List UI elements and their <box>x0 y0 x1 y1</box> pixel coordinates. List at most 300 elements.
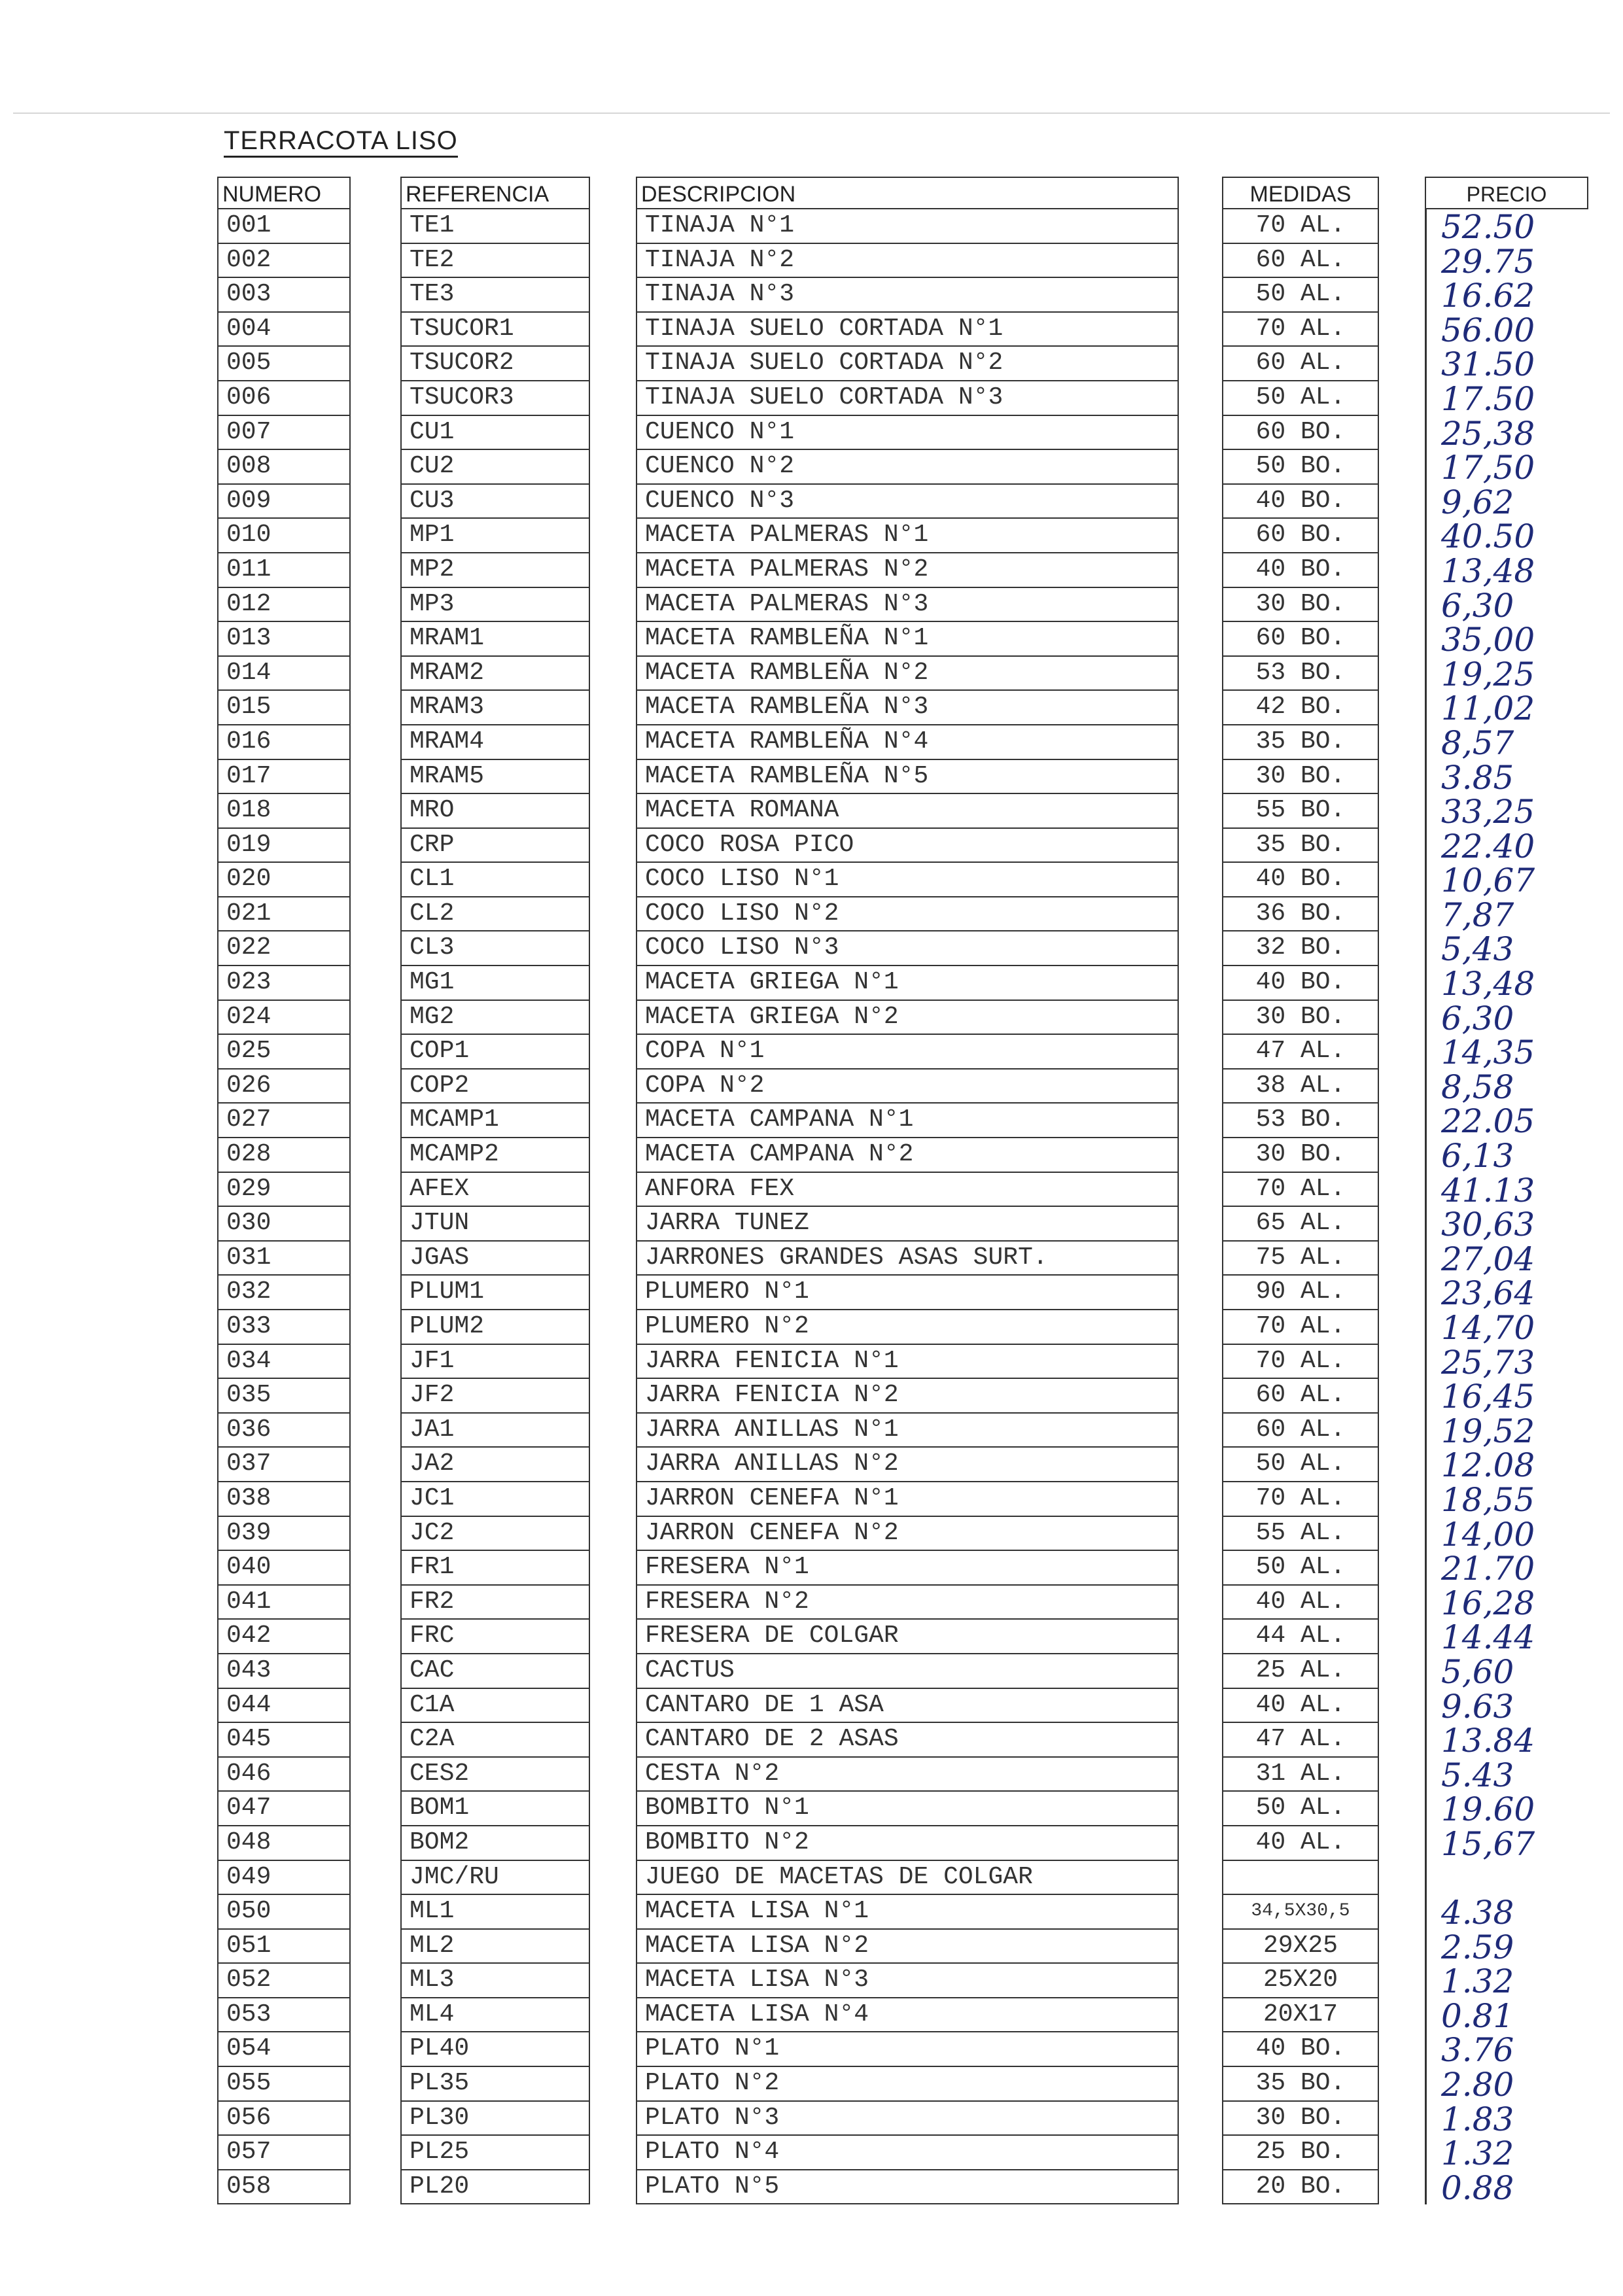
numero-cell: 049 <box>217 1861 351 1896</box>
precio-handwritten-cell: 14,70 <box>1425 1310 1588 1345</box>
medidas-cell: 30 BO. <box>1222 1138 1379 1173</box>
descripcion-cell: MACETA LISA N°3 <box>636 1964 1179 1998</box>
precio-handwritten-cell: 13,48 <box>1425 966 1588 1001</box>
descripcion-cell: BOMBITO N°1 <box>636 1792 1179 1826</box>
descripcion-cell: JARRON CENEFA N°1 <box>636 1482 1179 1517</box>
descripcion-cell: JARRA TUNEZ <box>636 1207 1179 1242</box>
referencia-cell: MRAM1 <box>400 622 590 657</box>
numero-cell: 034 <box>217 1345 351 1380</box>
descripcion-cell: MACETA RAMBLEÑA N°5 <box>636 760 1179 795</box>
medidas-cell: 50 AL. <box>1222 1551 1379 1586</box>
medidas-cell: 60 BO. <box>1222 416 1379 451</box>
numero-cell: 052 <box>217 1964 351 1998</box>
numero-cell: 051 <box>217 1930 351 1964</box>
precio-column <box>1425 177 1588 2204</box>
descripcion-cell: TINAJA N°3 <box>636 278 1179 313</box>
medidas-cell: 60 BO. <box>1222 519 1379 553</box>
medidas-cell: 60 AL. <box>1222 244 1379 279</box>
referencia-cell: ML1 <box>400 1895 590 1930</box>
medidas-cell: 30 BO. <box>1222 2102 1379 2136</box>
medidas-cell: 70 AL. <box>1222 1482 1379 1517</box>
descripcion-cell: MACETA PALMERAS N°1 <box>636 519 1179 553</box>
numero-cell: 046 <box>217 1758 351 1792</box>
referencia-cell: AFEX <box>400 1173 590 1208</box>
descripcion-cell: MACETA RAMBLEÑA N°4 <box>636 725 1179 760</box>
precio-handwritten-cell: 25,73 <box>1425 1345 1588 1380</box>
numero-cell: 025 <box>217 1035 351 1070</box>
precio-handwritten-cell: 13.84 <box>1425 1723 1588 1758</box>
medidas-cell: 70 AL. <box>1222 209 1379 244</box>
referencia-cell: CU2 <box>400 450 590 485</box>
referencia-column <box>400 177 590 2204</box>
referencia-cell: MRAM2 <box>400 657 590 691</box>
numero-cell: 013 <box>217 622 351 657</box>
precio-handwritten-cell: 19,25 <box>1425 657 1588 691</box>
referencia-cell: C2A <box>400 1723 590 1758</box>
medidas-cell: 32 BO. <box>1222 931 1379 966</box>
page-title: TERRACOTA LISO <box>224 126 458 158</box>
referencia-cell: MP2 <box>400 553 590 588</box>
medidas-cell: 70 AL. <box>1222 1345 1379 1380</box>
medidas-cell: 40 AL. <box>1222 1826 1379 1861</box>
precio-handwritten-cell: 1.32 <box>1425 1964 1588 1998</box>
precio-handwritten-cell: 6,30 <box>1425 588 1588 623</box>
medidas-cell: 40 AL. <box>1222 1586 1379 1620</box>
descripcion-cell: MACETA GRIEGA N°1 <box>636 966 1179 1001</box>
precio-handwritten-cell: 25,38 <box>1425 416 1588 451</box>
descripcion-cell: PLATO N°1 <box>636 2032 1179 2067</box>
referencia-cell: JA1 <box>400 1414 590 1448</box>
referencia-cell: ML4 <box>400 1998 590 2033</box>
medidas-cell: 40 BO. <box>1222 863 1379 897</box>
numero-cell: 024 <box>217 1001 351 1035</box>
medidas-cell: 50 AL. <box>1222 278 1379 313</box>
precio-handwritten-cell: 3.76 <box>1425 2032 1588 2067</box>
medidas-cell: 90 AL. <box>1222 1276 1379 1310</box>
numero-cell: 036 <box>217 1414 351 1448</box>
numero-cell: 011 <box>217 553 351 588</box>
numero-cell: 035 <box>217 1379 351 1414</box>
precio-handwritten-cell: 4.38 <box>1425 1895 1588 1930</box>
medidas-cell <box>1222 1861 1379 1896</box>
referencia-cell: TSUCOR1 <box>400 313 590 347</box>
referencia-cell: PL30 <box>400 2102 590 2136</box>
referencia-cell: JC1 <box>400 1482 590 1517</box>
numero-cell: 017 <box>217 760 351 795</box>
numero-cell: 002 <box>217 244 351 279</box>
medidas-cell: 40 AL. <box>1222 1689 1379 1724</box>
precio-handwritten-cell: 10,67 <box>1425 863 1588 897</box>
medidas-cell: 60 AL. <box>1222 347 1379 381</box>
descripcion-cell: COCO LISO N°3 <box>636 931 1179 966</box>
precio-handwritten-cell: 33,25 <box>1425 794 1588 829</box>
medidas-cell: 34,5X30,5 <box>1222 1895 1379 1930</box>
descripcion-cell: MACETA PALMERAS N°3 <box>636 588 1179 623</box>
precio-handwritten-cell: 15,67 <box>1425 1826 1588 1861</box>
medidas-cell: 47 AL. <box>1222 1723 1379 1758</box>
referencia-cell: BOM1 <box>400 1792 590 1826</box>
numero-cell: 044 <box>217 1689 351 1724</box>
descripcion-cell: TINAJA SUELO CORTADA N°3 <box>636 381 1179 416</box>
referencia-cell: ML2 <box>400 1930 590 1964</box>
descripcion-cell: MACETA LISA N°4 <box>636 1998 1179 2033</box>
medidas-cell: 20X17 <box>1222 1998 1379 2033</box>
descripcion-cell: BOMBITO N°2 <box>636 1826 1179 1861</box>
descripcion-cell: CANTARO DE 1 ASA <box>636 1689 1179 1724</box>
medidas-cell: 47 AL. <box>1222 1035 1379 1070</box>
precio-handwritten-cell: 29.75 <box>1425 244 1588 279</box>
referencia-cell: CES2 <box>400 1758 590 1792</box>
referencia-cell: MRO <box>400 794 590 829</box>
precio-handwritten-cell: 21.70 <box>1425 1551 1588 1586</box>
descripcion-cell: TINAJA N°1 <box>636 209 1179 244</box>
numero-cell: 014 <box>217 657 351 691</box>
precio-handwritten-cell: 1.83 <box>1425 2102 1588 2136</box>
referencia-cell: CL2 <box>400 897 590 932</box>
numero-cell: 045 <box>217 1723 351 1758</box>
medidas-cell: 50 AL. <box>1222 1448 1379 1482</box>
medidas-cell: 31 AL. <box>1222 1758 1379 1792</box>
numero-cell: 012 <box>217 588 351 623</box>
descripcion-cell: MACETA PALMERAS N°2 <box>636 553 1179 588</box>
descripcion-cell: PLATO N°4 <box>636 2136 1179 2170</box>
medidas-cell: 40 BO. <box>1222 485 1379 519</box>
medidas-cell: 75 AL. <box>1222 1242 1379 1276</box>
numero-cell: 010 <box>217 519 351 553</box>
numero-cell: 019 <box>217 829 351 863</box>
precio-handwritten-cell: 17.50 <box>1425 381 1588 416</box>
referencia-cell: JGAS <box>400 1242 590 1276</box>
numero-cell: 028 <box>217 1138 351 1173</box>
numero-cell: 032 <box>217 1276 351 1310</box>
numero-cell: 022 <box>217 931 351 966</box>
precio-handwritten-cell: 6,13 <box>1425 1138 1588 1173</box>
precio-handwritten-cell: 22.05 <box>1425 1104 1588 1138</box>
precio-handwritten-cell: 41.13 <box>1425 1173 1588 1208</box>
numero-cell: 050 <box>217 1895 351 1930</box>
medidas-cell: 65 AL. <box>1222 1207 1379 1242</box>
descripcion-cell: MACETA LISA N°1 <box>636 1895 1179 1930</box>
descripcion-cell: FRESERA N°2 <box>636 1586 1179 1620</box>
referencia-cell: FR2 <box>400 1586 590 1620</box>
medidas-cell: 70 AL. <box>1222 1173 1379 1208</box>
precio-handwritten-cell: 30,63 <box>1425 1207 1588 1242</box>
precio-handwritten-cell: 0.88 <box>1425 2170 1588 2205</box>
descripcion-cell: JUEGO DE MACETAS DE COLGAR <box>636 1861 1179 1896</box>
referencia-cell: MCAMP1 <box>400 1104 590 1138</box>
referencia-cell: COP2 <box>400 1070 590 1104</box>
numero-cell: 009 <box>217 485 351 519</box>
scan-top-edge-line <box>13 113 1610 114</box>
referencia-cell: TE1 <box>400 209 590 244</box>
numero-cell: 015 <box>217 691 351 725</box>
descripcion-cell: FRESERA DE COLGAR <box>636 1620 1179 1654</box>
medidas-cell: 35 BO. <box>1222 829 1379 863</box>
numero-cell: 026 <box>217 1070 351 1104</box>
numero-header: NUMERO <box>217 177 351 209</box>
medidas-cell: 70 AL. <box>1222 313 1379 347</box>
descripcion-cell: MACETA RAMBLEÑA N°2 <box>636 657 1179 691</box>
numero-cell: 004 <box>217 313 351 347</box>
descripcion-cell: MACETA CAMPANA N°2 <box>636 1138 1179 1173</box>
descripcion-cell: MACETA CAMPANA N°1 <box>636 1104 1179 1138</box>
descripcion-cell: JARRA ANILLAS N°2 <box>636 1448 1179 1482</box>
precio-handwritten-cell: 27,04 <box>1425 1242 1588 1276</box>
medidas-header: MEDIDAS <box>1222 177 1379 209</box>
numero-cell: 053 <box>217 1998 351 2033</box>
medidas-cell: 42 BO. <box>1222 691 1379 725</box>
medidas-cell: 40 BO. <box>1222 553 1379 588</box>
descripcion-cell: COPA N°1 <box>636 1035 1179 1070</box>
referencia-cell: PL40 <box>400 2032 590 2067</box>
numero-cell: 057 <box>217 2136 351 2170</box>
numero-cell: 039 <box>217 1517 351 1552</box>
referencia-cell: MP1 <box>400 519 590 553</box>
medidas-cell: 50 AL. <box>1222 1792 1379 1826</box>
medidas-cell: 53 BO. <box>1222 1104 1379 1138</box>
referencia-cell: PL25 <box>400 2136 590 2170</box>
medidas-cell: 36 BO. <box>1222 897 1379 932</box>
medidas-cell: 35 BO. <box>1222 725 1379 760</box>
medidas-cell: 55 AL. <box>1222 1517 1379 1552</box>
referencia-cell: BOM2 <box>400 1826 590 1861</box>
descripcion-cell: PLATO N°5 <box>636 2170 1179 2205</box>
referencia-cell: JF1 <box>400 1345 590 1380</box>
precio-handwritten-cell: 5.43 <box>1425 1758 1588 1792</box>
referencia-cell: MRAM4 <box>400 725 590 760</box>
medidas-cell: 60 BO. <box>1222 622 1379 657</box>
precio-handwritten-cell: 16.62 <box>1425 278 1588 313</box>
precio-handwritten-cell: 0.81 <box>1425 1998 1588 2033</box>
referencia-cell: JMC/RU <box>400 1861 590 1896</box>
precio-handwritten-cell: 12.08 <box>1425 1448 1588 1482</box>
descripcion-cell: COCO ROSA PICO <box>636 829 1179 863</box>
numero-cell: 029 <box>217 1173 351 1208</box>
referencia-cell: CL3 <box>400 931 590 966</box>
referencia-cell: MG1 <box>400 966 590 1001</box>
descripcion-cell: CANTARO DE 2 ASAS <box>636 1723 1179 1758</box>
precio-handwritten-cell: 11,02 <box>1425 691 1588 725</box>
precio-handwritten-cell: 3.85 <box>1425 760 1588 795</box>
numero-cell: 043 <box>217 1654 351 1689</box>
referencia-cell: FR1 <box>400 1551 590 1586</box>
precio-handwritten-cell: 9,62 <box>1425 485 1588 519</box>
referencia-cell: PLUM1 <box>400 1276 590 1310</box>
numero-cell: 006 <box>217 381 351 416</box>
referencia-cell: TSUCOR2 <box>400 347 590 381</box>
descripcion-cell: MACETA RAMBLEÑA N°1 <box>636 622 1179 657</box>
numero-cell: 031 <box>217 1242 351 1276</box>
referencia-cell: MRAM5 <box>400 760 590 795</box>
precio-handwritten-cell: 19.60 <box>1425 1792 1588 1826</box>
descripcion-cell: PLUMERO N°1 <box>636 1276 1179 1310</box>
descripcion-cell: PLUMERO N°2 <box>636 1310 1179 1345</box>
referencia-cell: CU3 <box>400 485 590 519</box>
medidas-cell: 44 AL. <box>1222 1620 1379 1654</box>
medidas-column <box>1222 177 1379 2204</box>
precio-handwritten-cell: 19,52 <box>1425 1414 1588 1448</box>
referencia-cell: MG2 <box>400 1001 590 1035</box>
descripcion-cell: MACETA ROMANA <box>636 794 1179 829</box>
descripcion-cell: PLATO N°3 <box>636 2102 1179 2136</box>
descripcion-cell: TINAJA SUELO CORTADA N°2 <box>636 347 1179 381</box>
numero-cell: 041 <box>217 1586 351 1620</box>
medidas-cell: 25 AL. <box>1222 1654 1379 1689</box>
precio-handwritten-cell: 1.32 <box>1425 2136 1588 2170</box>
precio-handwritten-cell: 52.50 <box>1425 209 1588 244</box>
descripcion-cell: COPA N°2 <box>636 1070 1179 1104</box>
precio-header: PRECIO <box>1425 177 1588 209</box>
precio-handwritten-cell: 40.50 <box>1425 519 1588 553</box>
descripcion-cell: TINAJA SUELO CORTADA N°1 <box>636 313 1179 347</box>
numero-cell: 005 <box>217 347 351 381</box>
numero-cell: 040 <box>217 1551 351 1586</box>
precio-handwritten-cell <box>1425 1861 1588 1896</box>
medidas-cell: 25X20 <box>1222 1964 1379 1998</box>
numero-cell: 056 <box>217 2102 351 2136</box>
numero-cell: 047 <box>217 1792 351 1826</box>
medidas-cell: 35 BO. <box>1222 2067 1379 2102</box>
medidas-cell: 30 BO. <box>1222 1001 1379 1035</box>
referencia-cell: MP3 <box>400 588 590 623</box>
descripcion-cell: CESTA N°2 <box>636 1758 1179 1792</box>
precio-handwritten-cell: 5,60 <box>1425 1654 1588 1689</box>
descripcion-cell: JARRA FENICIA N°2 <box>636 1379 1179 1414</box>
numero-cell: 055 <box>217 2067 351 2102</box>
descripcion-cell: JARRA ANILLAS N°1 <box>636 1414 1179 1448</box>
medidas-cell: 50 BO. <box>1222 450 1379 485</box>
medidas-cell: 25 BO. <box>1222 2136 1379 2170</box>
medidas-cell: 60 AL. <box>1222 1414 1379 1448</box>
numero-cell: 008 <box>217 450 351 485</box>
precio-handwritten-cell: 6,30 <box>1425 1001 1588 1035</box>
descripcion-cell: MACETA GRIEGA N°2 <box>636 1001 1179 1035</box>
precio-handwritten-cell: 14,00 <box>1425 1517 1588 1552</box>
numero-cell: 018 <box>217 794 351 829</box>
referencia-cell: ML3 <box>400 1964 590 1998</box>
descripcion-column <box>636 177 1179 2204</box>
numero-cell: 016 <box>217 725 351 760</box>
precio-handwritten-cell: 16,45 <box>1425 1379 1588 1414</box>
medidas-cell: 29X25 <box>1222 1930 1379 1964</box>
referencia-cell: PL35 <box>400 2067 590 2102</box>
referencia-header: REFERENCIA <box>400 177 590 209</box>
precio-handwritten-cell: 31.50 <box>1425 347 1588 381</box>
medidas-cell: 38 AL. <box>1222 1070 1379 1104</box>
numero-cell: 042 <box>217 1620 351 1654</box>
medidas-cell: 50 AL. <box>1222 381 1379 416</box>
numero-cell: 001 <box>217 209 351 244</box>
referencia-cell: CL1 <box>400 863 590 897</box>
numero-column <box>217 177 351 2204</box>
referencia-cell: COP1 <box>400 1035 590 1070</box>
referencia-cell: TE2 <box>400 244 590 279</box>
referencia-cell: C1A <box>400 1689 590 1724</box>
numero-cell: 054 <box>217 2032 351 2067</box>
precio-handwritten-cell: 13,48 <box>1425 553 1588 588</box>
numero-cell: 023 <box>217 966 351 1001</box>
referencia-cell: MCAMP2 <box>400 1138 590 1173</box>
medidas-cell: 53 BO. <box>1222 657 1379 691</box>
precio-handwritten-cell: 9.63 <box>1425 1689 1588 1724</box>
precio-handwritten-cell: 35,00 <box>1425 622 1588 657</box>
referencia-cell: TE3 <box>400 278 590 313</box>
referencia-cell: CAC <box>400 1654 590 1689</box>
precio-handwritten-cell: 14.44 <box>1425 1620 1588 1654</box>
numero-cell: 027 <box>217 1104 351 1138</box>
descripcion-cell: CUENCO N°3 <box>636 485 1179 519</box>
medidas-cell: 70 AL. <box>1222 1310 1379 1345</box>
descripcion-cell: JARRON CENEFA N°2 <box>636 1517 1179 1552</box>
medidas-cell: 55 BO. <box>1222 794 1379 829</box>
referencia-cell: JF2 <box>400 1379 590 1414</box>
descripcion-cell: COCO LISO N°1 <box>636 863 1179 897</box>
precio-handwritten-cell: 5,43 <box>1425 931 1588 966</box>
descripcion-cell: CUENCO N°1 <box>636 416 1179 451</box>
descripcion-cell: FRESERA N°1 <box>636 1551 1179 1586</box>
numero-cell: 037 <box>217 1448 351 1482</box>
numero-cell: 058 <box>217 2170 351 2205</box>
descripcion-cell: MACETA RAMBLEÑA N°3 <box>636 691 1179 725</box>
precio-handwritten-cell: 23,64 <box>1425 1276 1588 1310</box>
precio-handwritten-cell: 7,87 <box>1425 897 1588 932</box>
descripcion-header: DESCRIPCION <box>636 177 1179 209</box>
precio-handwritten-cell: 16,28 <box>1425 1586 1588 1620</box>
precio-handwritten-cell: 2.80 <box>1425 2067 1588 2102</box>
referencia-cell: FRC <box>400 1620 590 1654</box>
precio-handwritten-cell: 17,50 <box>1425 450 1588 485</box>
descripcion-cell: CUENCO N°2 <box>636 450 1179 485</box>
numero-cell: 033 <box>217 1310 351 1345</box>
medidas-cell: 20 BO. <box>1222 2170 1379 2205</box>
precio-handwritten-cell: 18,55 <box>1425 1482 1588 1517</box>
referencia-cell: JTUN <box>400 1207 590 1242</box>
numero-cell: 003 <box>217 278 351 313</box>
numero-cell: 038 <box>217 1482 351 1517</box>
precio-handwritten-cell: 22.40 <box>1425 829 1588 863</box>
numero-cell: 020 <box>217 863 351 897</box>
medidas-cell: 40 BO. <box>1222 966 1379 1001</box>
descripcion-cell: JARRONES GRANDES ASAS SURT. <box>636 1242 1179 1276</box>
referencia-cell: MRAM3 <box>400 691 590 725</box>
precio-handwritten-cell: 8,58 <box>1425 1070 1588 1104</box>
descripcion-cell: MACETA LISA N°2 <box>636 1930 1179 1964</box>
referencia-cell: TSUCOR3 <box>400 381 590 416</box>
descripcion-cell: TINAJA N°2 <box>636 244 1179 279</box>
medidas-cell: 30 BO. <box>1222 760 1379 795</box>
descripcion-cell: PLATO N°2 <box>636 2067 1179 2102</box>
numero-cell: 021 <box>217 897 351 932</box>
medidas-cell: 60 AL. <box>1222 1379 1379 1414</box>
referencia-cell: PLUM2 <box>400 1310 590 1345</box>
precio-handwritten-cell: 8,57 <box>1425 725 1588 760</box>
numero-cell: 048 <box>217 1826 351 1861</box>
precio-handwritten-cell: 56.00 <box>1425 313 1588 347</box>
descripcion-cell: CACTUS <box>636 1654 1179 1689</box>
referencia-cell: JC2 <box>400 1517 590 1552</box>
medidas-cell: 40 BO. <box>1222 2032 1379 2067</box>
numero-cell: 007 <box>217 416 351 451</box>
descripcion-cell: ANFORA FEX <box>636 1173 1179 1208</box>
referencia-cell: PL20 <box>400 2170 590 2205</box>
descripcion-cell: COCO LISO N°2 <box>636 897 1179 932</box>
referencia-cell: CU1 <box>400 416 590 451</box>
numero-cell: 030 <box>217 1207 351 1242</box>
medidas-cell: 30 BO. <box>1222 588 1379 623</box>
descripcion-cell: JARRA FENICIA N°1 <box>636 1345 1179 1380</box>
precio-handwritten-cell: 14,35 <box>1425 1035 1588 1070</box>
referencia-cell: JA2 <box>400 1448 590 1482</box>
